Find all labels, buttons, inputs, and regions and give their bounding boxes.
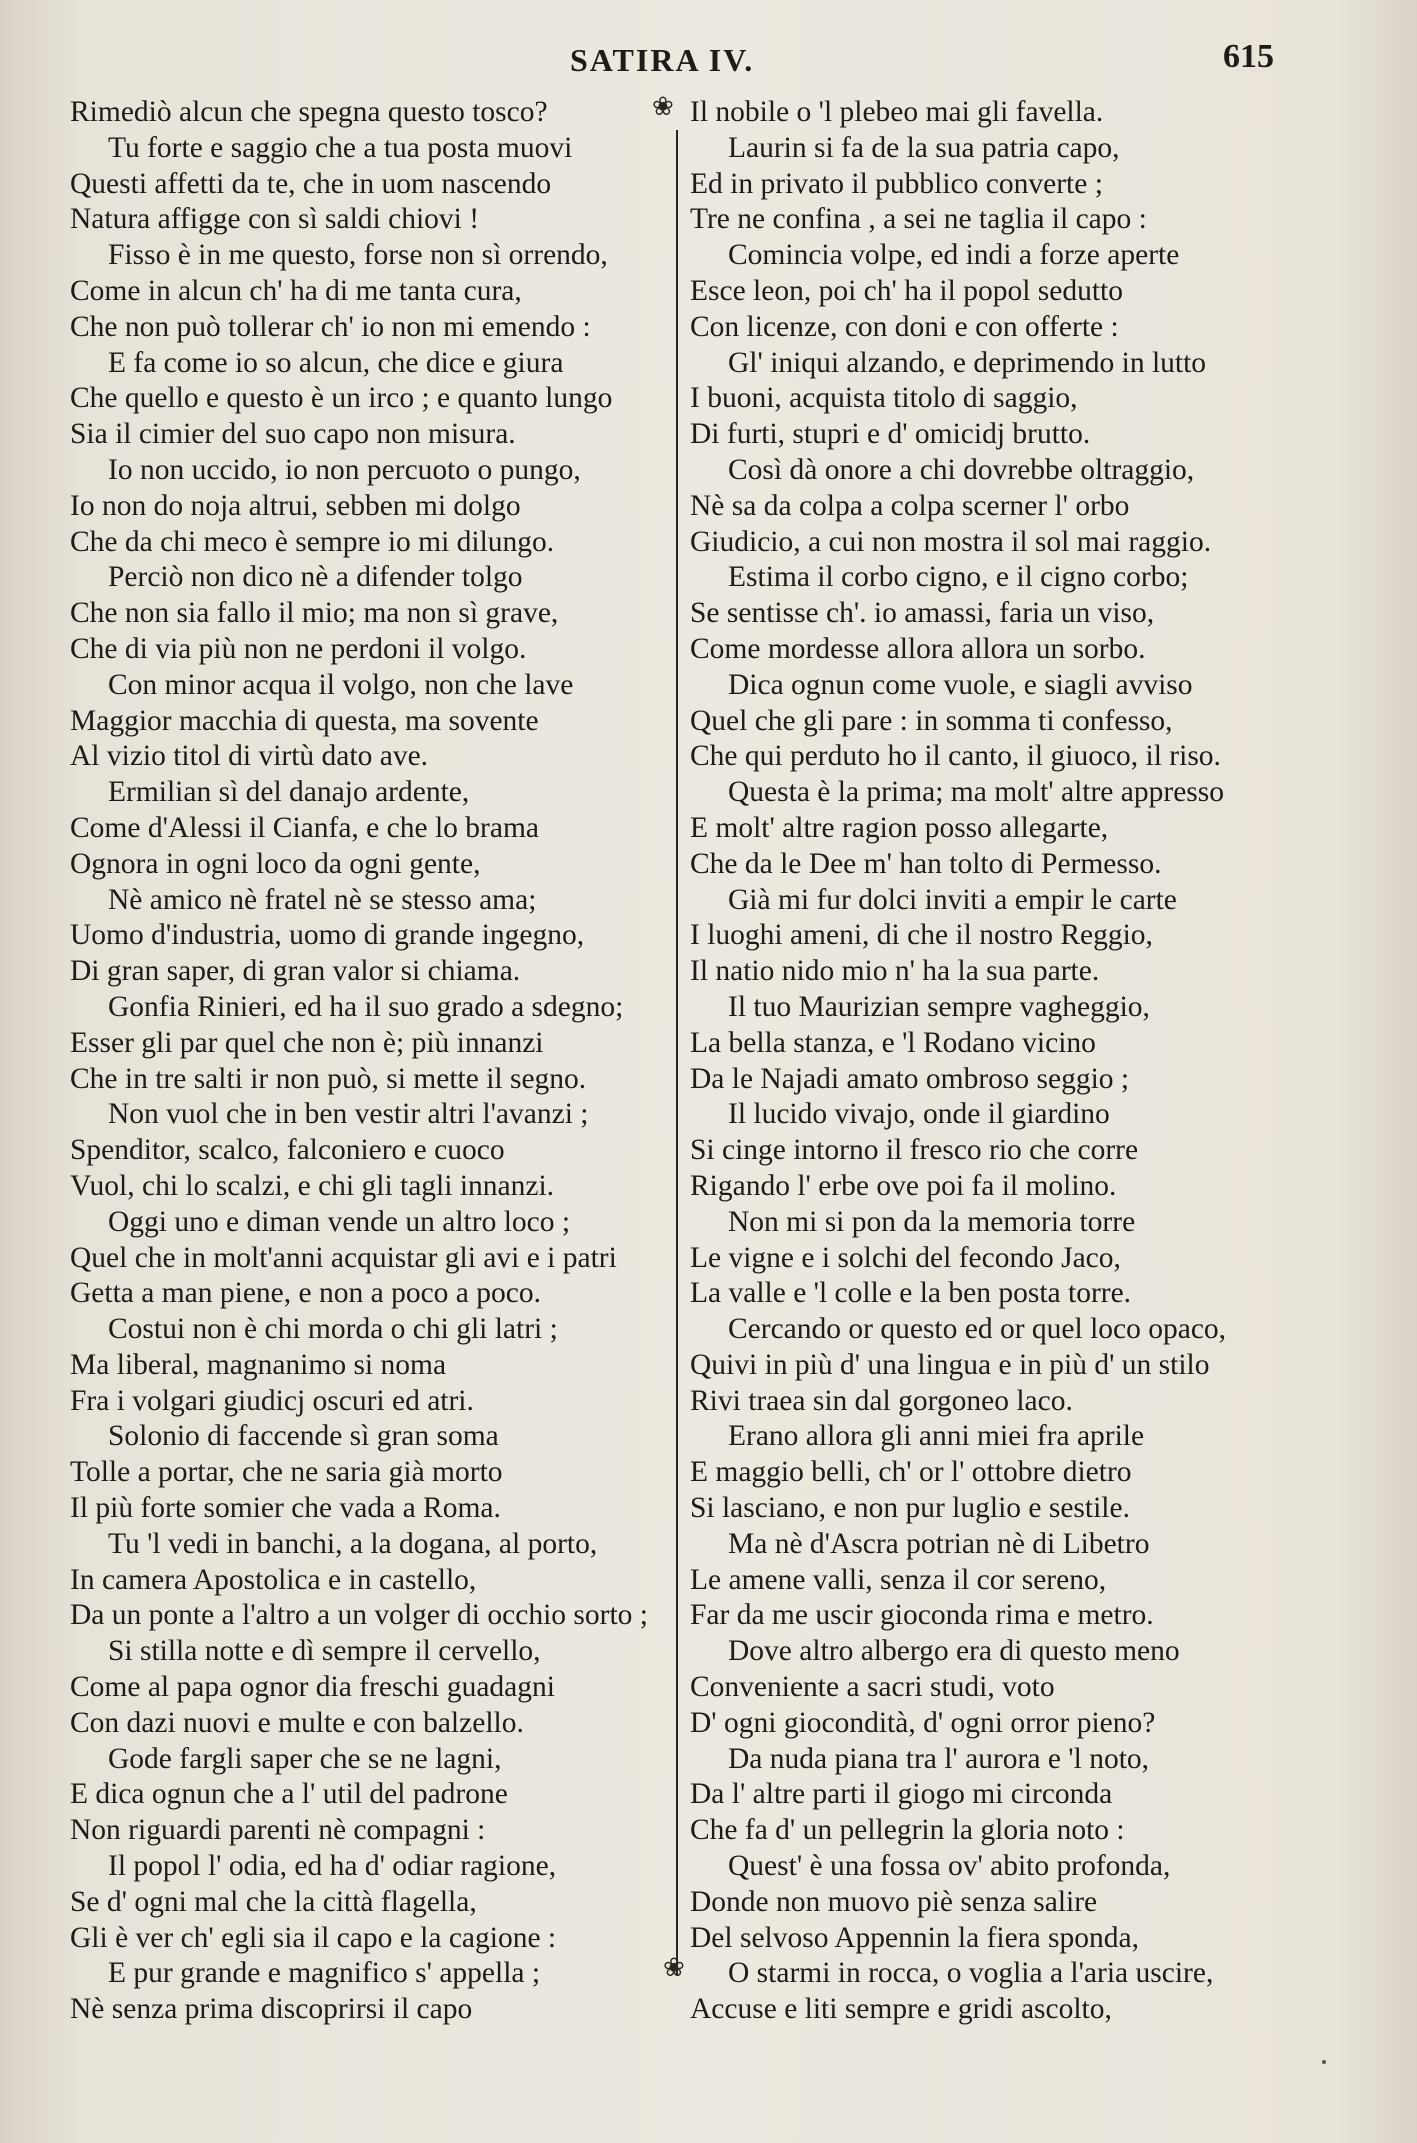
verse-line: Che di via più non ne perdoni il volgo. [70, 632, 527, 665]
verse-line: Che non sia fallo il mio; ma non sì grave, [70, 597, 559, 630]
verse-line: Con licenze, con doni e con offerte : [690, 310, 1119, 343]
verse-line: Far da me uscir gioconda rima e metro. [690, 1599, 1154, 1632]
verse-line: E dica ognun che a l' util del padrone [70, 1778, 508, 1811]
verse-line: I luoghi ameni, di che il nostro Reggio, [690, 919, 1153, 952]
verse-line: Gl' iniqui alzando, e deprimendo in lutto [728, 346, 1207, 379]
verse-line: Il popol l' odia, ed ha d' odiar ragione, [108, 1850, 557, 1883]
verse-line: Non mi si pon da la memoria torre [728, 1205, 1136, 1238]
verse-line: Estima il corbo cigno, e il cigno corbo; [728, 561, 1189, 594]
verse-line: Il natio nido mio n' ha la sua parte. [690, 955, 1100, 988]
verse-line: Conveniente a sacri studi, voto [690, 1671, 1055, 1704]
verse-line: Spenditor, scalco, falconiero e cuoco [70, 1134, 505, 1167]
page-number: 615 [1223, 38, 1274, 75]
verse-line: Rigando l' erbe ove poi fa il molino. [690, 1169, 1117, 1202]
verse-line: Oggi uno e diman vende un altro loco ; [108, 1205, 571, 1238]
verse-line: Dove altro albergo era di questo meno [728, 1635, 1180, 1668]
verse-line: Donde non muovo piè senza salire [690, 1885, 1098, 1918]
verse-line: E molt' altre ragion posso allegarte, [690, 811, 1109, 844]
verse-line: Questa è la prima; ma molt' altre appresso [728, 776, 1224, 809]
verse-line: Se sentisse ch'. io amassi, faria un viso, [690, 597, 1155, 630]
verse-line: Rimediò alcun che spegna questo tosco? [70, 96, 548, 128]
verse-line: Fisso è in me questo, forse non sì orrendo, [108, 239, 608, 272]
verse-line: O starmi in rocca, o voglia a l'aria uscire, [728, 1957, 1214, 1990]
verse-line: Gli è ver ch' egli sia il capo e la cagione : [70, 1921, 557, 1954]
verse-line: La bella stanza, e 'l Rodano vicino [690, 1026, 1096, 1059]
verse-line: Come in alcun ch' ha di me tanta cura, [70, 274, 522, 307]
verse-line: Erano allora gli anni miei fra aprile [728, 1420, 1145, 1453]
verse-line: Che qui perduto ho il canto, il giuoco, il riso. [690, 740, 1221, 773]
left-column [70, 95, 670, 2028]
verse-line: Da le Najadi amato ombroso seggio ; [690, 1062, 1130, 1095]
right-column [690, 95, 1330, 2028]
verse-line: Rivi traea sin dal gorgoneo laco. [690, 1384, 1073, 1417]
verse-line: Che non può tollerar ch' io non mi emendo : [70, 310, 591, 343]
verse-line: D' ogni giocondità, d' ogni orror pieno? [690, 1706, 1156, 1739]
verse-line: Del selvoso Appennin la fiera sponda, [690, 1921, 1139, 1954]
verse-line: Che da chi meco è sempre io mi dilungo. [70, 525, 555, 558]
verse-line: Già mi fur dolci inviti a empir le carte [728, 883, 1177, 916]
verse-line: Questi affetti da te, che in uom nascendo [70, 167, 552, 200]
print-speck [1322, 2060, 1326, 2064]
verse-line: Quest' è una fossa ov' abito profonda, [728, 1850, 1171, 1883]
verse-line: Da un ponte a l'altro a un volger di occhio sorto ; [70, 1599, 648, 1632]
page-title: SATIRA IV. [570, 42, 755, 78]
verse-line: Quivi in più d' una lingua e in più d' un stilo [690, 1348, 1210, 1381]
verse-line: Il nobile o 'l plebeo mai gli favella. [690, 96, 1104, 128]
verse-line: Che fa d' un pellegrin la gloria noto : [690, 1814, 1125, 1847]
verse-line: Se d' ogni mal che la città flagella, [70, 1885, 477, 1918]
verse-line: Costui non è chi morda o chi gli latri ; [108, 1313, 558, 1346]
verse-line: Che in tre salti ir non può, si mette il segno. [70, 1062, 587, 1095]
verse-line: Perciò non dico nè a difender tolgo [108, 561, 523, 594]
verse-line: La valle e 'l colle e la ben posta torre. [690, 1277, 1132, 1310]
verse-line: Getta a man piene, e non a poco a poco. [70, 1277, 541, 1310]
verse-line: Il lucido vivajo, onde il giardino [728, 1098, 1110, 1131]
verse-line: Così dà onore a chi dovrebbe oltraggio, [728, 453, 1195, 486]
verse-line: Ognora in ogni loco da ogni gente, [70, 847, 481, 880]
verse-line: Nè senza prima discoprirsi il capo [70, 1993, 473, 2026]
fleuron-top-icon: ❀ [652, 92, 674, 121]
verse-line: Il tuo Maurizian sempre vagheggio, [728, 990, 1150, 1023]
fleuron-bottom-icon: ❀ [663, 1953, 685, 1982]
verse-line: Comincia volpe, ed indi a forze aperte [728, 239, 1180, 272]
verse-line: Quel che gli pare : in somma ti confesso, [690, 704, 1173, 737]
verse-line: Che da le Dee m' han tolto di Permesso. [690, 847, 1162, 880]
verse-line: Laurin si fa de la sua patria capo, [728, 131, 1120, 164]
verse-line: E maggio belli, ch' or l' ottobre dietro [690, 1456, 1132, 1489]
verse-line: Tolle a portar, che ne saria già morto [70, 1456, 503, 1489]
verse-line: Le vigne e i solchi del fecondo Jaco, [690, 1241, 1121, 1274]
verse-line: Gonfia Rinieri, ed ha il suo grado a sdegno; [108, 990, 624, 1023]
verse-line: Natura affigge con sì saldi chiovi ! [70, 203, 480, 236]
verse-line: Di gran saper, di gran valor si chiama. [70, 955, 521, 988]
verse-line: Sia il cimier del suo capo non misura. [70, 418, 516, 451]
verse-line: Nè sa da colpa a colpa scerner l' orbo [690, 489, 1130, 522]
verse-line: Maggior macchia di questa, ma sovente [70, 704, 539, 737]
verse-line: Con dazi nuovi e multe e con balzello. [70, 1706, 524, 1739]
verse-line: Che quello e questo è un irco ; e quanto lungo [70, 382, 613, 415]
verse-line: Da nuda piana tra l' aurora e 'l noto, [728, 1742, 1150, 1775]
verse-line: Io non do noja altrui, sebben mi dolgo [70, 489, 521, 522]
verse-line: Al vizio titol di virtù dato ave. [70, 740, 429, 773]
verse-line: Come al papa ognor dia freschi guadagni [70, 1671, 555, 1704]
verse-line: Ma nè d'Ascra potrian nè di Libetro [728, 1527, 1150, 1560]
verse-line: Cercando or questo ed or quel loco opaco, [728, 1313, 1227, 1346]
verse-line: Tu 'l vedi in banchi, a la dogana, al porto, [108, 1527, 598, 1560]
verse-line: Ed in privato il pubblico converte ; [690, 167, 1103, 200]
verse-line: Gode fargli saper che se ne lagni, [108, 1742, 502, 1775]
verse-line: E fa come io so alcun, che dice e giura [108, 346, 564, 379]
verse-line: Ermilian sì del danajo ardente, [108, 776, 470, 809]
verse-line: Il più forte somier che vada a Roma. [70, 1492, 501, 1525]
verse-line: Si cinge intorno il fresco rio che corre [690, 1134, 1139, 1167]
verse-line: Si lasciano, e non pur luglio e sestile. [690, 1492, 1130, 1525]
verse-line: E pur grande e magnifico s' appella ; [108, 1957, 541, 1990]
verse-line: Come d'Alessi il Cianfa, e che lo brama [70, 811, 539, 844]
verse-line: Nè amico nè fratel nè se stesso ama; [108, 883, 537, 916]
column-divider [676, 130, 678, 1975]
verse-line: I buoni, acquista titolo di saggio, [690, 382, 1078, 415]
verse-line: Tu forte e saggio che a tua posta muovi [108, 131, 573, 164]
verse-line: Giudicio, a cui non mostra il sol mai raggio. [690, 525, 1212, 558]
verse-line: In camera Apostolica e in castello, [70, 1563, 477, 1596]
verse-line: Non vuol che in ben vestir altri l'avanzi ; [108, 1098, 589, 1131]
verse-line: Accuse e liti sempre e gridi ascolto, [690, 1993, 1112, 2026]
verse-line: Vuol, chi lo scalzi, e chi gli tagli innanzi. [70, 1169, 555, 1202]
verse-line: Quel che in molt'anni acquistar gli avi e i patri [70, 1241, 617, 1274]
verse-line: Uomo d'industria, uomo di grande ingegno, [70, 919, 585, 952]
verse-line: Esser gli par quel che non è; più innanzi [70, 1026, 544, 1059]
verse-line: Fra i volgari giudicj oscuri ed atri. [70, 1384, 474, 1417]
verse-line: Non riguardi parenti nè compagni : [70, 1814, 486, 1847]
verse-line: Tre ne confina , a sei ne taglia il capo : [690, 203, 1147, 236]
verse-line: Di furti, stupri e d' omicidj brutto. [690, 418, 1091, 451]
verse-line: Con minor acqua il volgo, non che lave [108, 668, 574, 701]
running-head [0, 38, 1417, 102]
verse-line: Le amene valli, senza il cor sereno, [690, 1563, 1107, 1596]
verse-line: Come mordesse allora allora un sorbo. [690, 632, 1146, 665]
verse-line: Esce leon, poi ch' ha il popol sedutto [690, 274, 1123, 307]
verse-line: Solonio di faccende sì gran soma [108, 1420, 499, 1453]
verse-line: Si stilla notte e dì sempre il cervello, [108, 1635, 541, 1668]
verse-line: Ma liberal, magnanimo si noma [70, 1348, 447, 1381]
verse-line: Io non uccido, io non percuoto o pungo, [108, 453, 581, 486]
verse-line: Da l' altre parti il giogo mi circonda [690, 1778, 1113, 1811]
verse-line: Dica ognun come vuole, e siagli avviso [728, 668, 1193, 701]
